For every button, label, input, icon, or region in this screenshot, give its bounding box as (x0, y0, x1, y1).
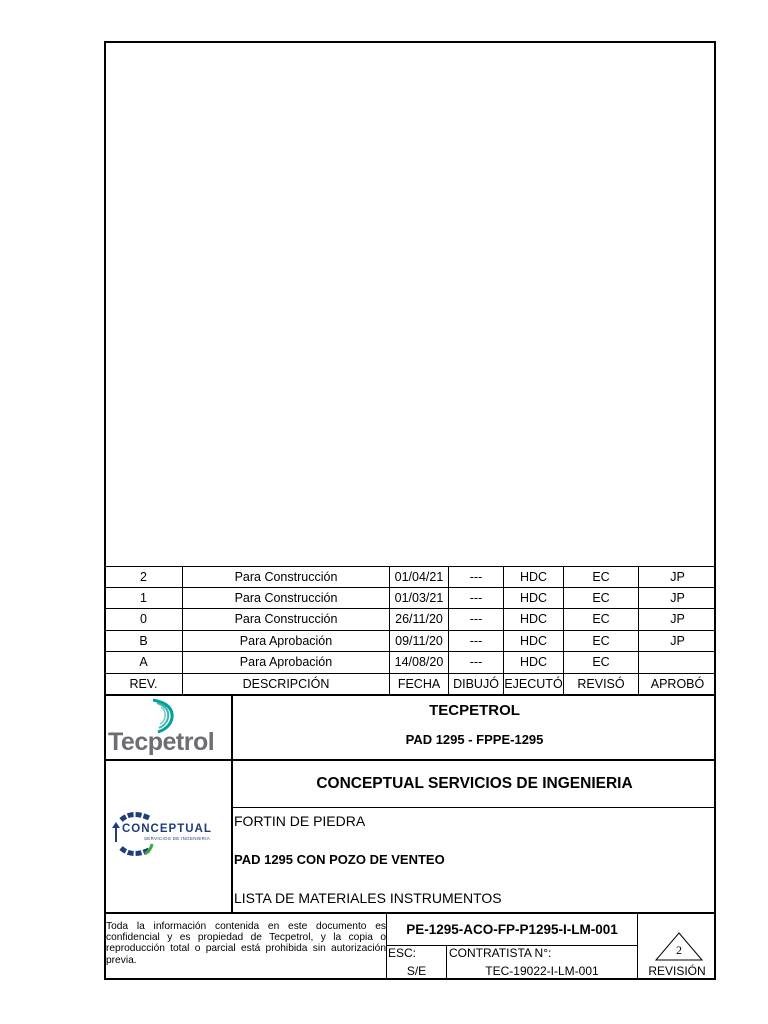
dibujo-cell: --- (469, 633, 483, 648)
esc-label: ESC: (388, 946, 417, 960)
dibujo-cell: --- (469, 655, 483, 669)
confidentiality-notice: Toda la información contenida en este documento es confidencial y es propiedad de Tecpetrol, y la copia o reproducción total o parcial está prohibida sin autorización previa. (106, 921, 386, 966)
fecha-cell: 26/11/20 (395, 612, 443, 626)
reviso-cell: EC (592, 633, 610, 648)
aprobo-header: APROBÓ (650, 676, 705, 691)
reviso-cell: EC (592, 590, 610, 605)
project-name: PAD 1295 - FPPE-1295 (405, 731, 544, 747)
contractor-name: CONCEPTUAL SERVICIOS DE INGENIERIA (316, 775, 633, 792)
subject-text: PAD 1295 CON POZO DE VENTEO (234, 852, 445, 867)
ejecuto-cell: HDC (519, 569, 548, 584)
ejecuto-header: EJECUTÓ (504, 676, 563, 691)
dibujo-cell: --- (469, 612, 483, 626)
contratista-label: CONTRATISTA N°: (449, 946, 552, 960)
contratista-value: TEC-19022-I-LM-001 (485, 963, 599, 978)
fecha-cell: 14/08/20 (394, 655, 444, 669)
rev-cell: B (139, 633, 148, 648)
aprobo-cell (639, 651, 716, 673)
ejecuto-cell: HDC (519, 655, 548, 669)
document-title: LISTA DE MATERIALES INSTRUMENTOS (234, 890, 502, 906)
ejecuto-cell: HDC (519, 633, 548, 648)
document-number: PE-1295-ACO-FP-P1295-I-LM-001 (406, 922, 618, 937)
desc-cell: Para Aprobación (239, 655, 333, 669)
aprobo-cell: JP (670, 569, 685, 584)
fecha-cell: 09/11/20 (395, 633, 443, 648)
dibujo-cell: --- (469, 569, 483, 584)
reviso-cell: EC (592, 612, 610, 626)
ejecuto-cell: HDC (519, 612, 548, 626)
desc-cell: Para Construcción (234, 590, 338, 605)
revision-label: REVISIÓN (648, 964, 706, 978)
client-name: TECPETROL (429, 701, 520, 719)
fecha-cell: 01/04/21 (394, 569, 444, 584)
ejecuto-cell: HDC (519, 590, 548, 605)
desc-cell: Para Aprobación (239, 633, 333, 648)
rev-cell: A (139, 655, 148, 669)
revision-number: 2 (676, 942, 682, 957)
rev-cell: 0 (140, 612, 147, 626)
desc-cell: Para Construcción (234, 569, 338, 584)
fecha-header: FECHA (397, 676, 441, 691)
aprobo-cell: JP (670, 633, 685, 648)
reviso-cell: EC (592, 569, 610, 584)
aprobo-cell: JP (670, 612, 685, 626)
conceptual-logo-text: CONCEPTUAL (122, 823, 212, 835)
fecha-cell: 01/03/21 (394, 590, 444, 605)
dibujo-cell: --- (469, 590, 483, 605)
location-text: FORTIN DE PIEDRA (234, 813, 366, 829)
esc-value: S/E (406, 963, 427, 978)
reviso-header: REVISÓ (577, 676, 625, 691)
desc-header: DESCRIPCIÓN (242, 676, 330, 691)
rev-cell: 1 (140, 590, 147, 605)
desc-cell: Para Construcción (234, 612, 338, 626)
reviso-cell: EC (592, 655, 610, 669)
conceptual-logo-sub: SERVICIOS DE INGENIERIA (144, 836, 211, 841)
aprobo-cell: JP (670, 590, 685, 605)
rev-header: REV. (129, 676, 158, 691)
dibujo-header: DIBUJÓ (453, 676, 499, 691)
rev-cell: 2 (140, 569, 147, 584)
tecpetrol-logo-text: Tecpetrol (108, 728, 215, 756)
